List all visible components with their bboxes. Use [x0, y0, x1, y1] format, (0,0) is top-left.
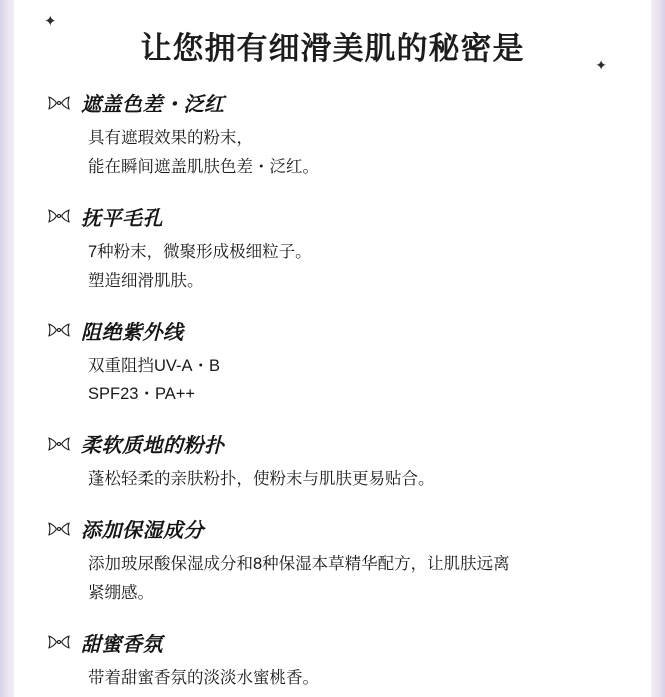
feature-heading — [48, 514, 651, 543]
feature-title: 阻绝紫外线 — [81, 319, 184, 344]
sparkle-icon: ✦ — [595, 57, 607, 73]
feature-body-line: 带着甜蜜香氛的淡淡水蜜桃香。 — [88, 668, 319, 687]
feature-list — [14, 88, 651, 693]
bow-ribbon-icon — [48, 96, 70, 110]
feature-body — [48, 124, 558, 182]
feature-item — [48, 628, 651, 693]
feature-body-line: 蓬松轻柔的亲肤粉扑，使粉末与肌肤更易贴合。 — [88, 470, 435, 489]
feature-heading — [48, 429, 651, 458]
bow-ribbon-icon — [48, 437, 70, 451]
feature-body — [48, 550, 558, 608]
right-decorative-border — [651, 0, 665, 697]
document-page — [14, 0, 651, 697]
feature-heading — [48, 88, 651, 117]
sparkle-icon: ✦ — [44, 13, 57, 30]
feature-body-line: 紧绷感。 — [88, 584, 154, 602]
feature-body — [48, 664, 558, 693]
feature-title: 抚平毛孔 — [81, 205, 163, 230]
bow-ribbon-icon — [48, 209, 70, 223]
page-title: 让您拥有细滑美肌的秘密是 — [140, 31, 525, 67]
feature-body — [48, 238, 558, 296]
bow-ribbon-icon — [48, 323, 70, 337]
feature-heading — [48, 628, 651, 657]
feature-body-line: 能在瞬间遮盖肌肤色差・泛红。 — [88, 157, 319, 176]
feature-item — [48, 88, 651, 182]
feature-item — [48, 202, 651, 296]
feature-body-line: 双重阻挡UV-A・B — [88, 356, 221, 375]
feature-item — [48, 429, 651, 494]
feature-body — [48, 465, 558, 494]
feature-title: 遮盖色差・泛红 — [81, 92, 225, 116]
bow-ribbon-icon — [48, 635, 70, 649]
feature-title: 添加保湿成分 — [81, 518, 204, 543]
feature-body-line: 7种粉末，微聚形成极细粒子。 — [88, 242, 312, 261]
feature-body-line: 添加玻尿酸保湿成分和8种保湿本草精华配方，让肌肤远离 — [88, 555, 510, 574]
feature-heading — [48, 202, 651, 231]
feature-body-line: SPF23・PA++ — [88, 385, 196, 404]
bow-ribbon-icon — [48, 522, 70, 536]
feature-item — [48, 316, 651, 410]
feature-heading — [48, 316, 651, 345]
left-decorative-border — [0, 0, 14, 697]
feature-title: 柔软质地的粉扑 — [81, 433, 225, 458]
feature-body — [48, 352, 558, 410]
page-title-area — [14, 13, 651, 80]
feature-title: 甜蜜香氛 — [81, 631, 163, 656]
feature-body-line: 具有遮瑕效果的粉末， — [88, 129, 253, 147]
feature-item — [48, 514, 651, 608]
feature-body-line: 塑造细滑肌肤。 — [88, 271, 204, 290]
